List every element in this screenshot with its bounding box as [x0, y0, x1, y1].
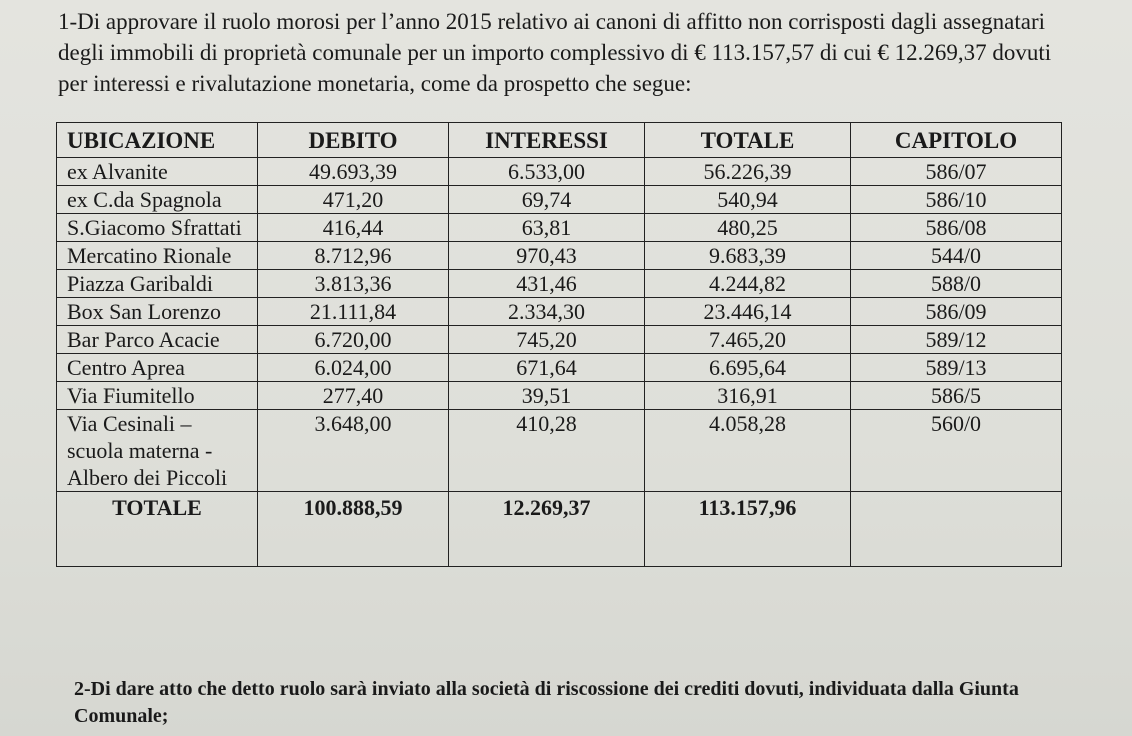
- cell-capitolo: 560/0: [851, 410, 1062, 492]
- cell-capitolo: 586/08: [851, 214, 1062, 242]
- table-row: [57, 158, 1062, 186]
- header-ubicazione: UBICAZIONE: [57, 123, 258, 158]
- cell-ubicazione: Box San Lorenzo: [57, 298, 258, 326]
- cell-debito: 3.813,36: [258, 270, 449, 298]
- header-debito: DEBITO: [258, 123, 449, 158]
- cell-debito: 471,20: [258, 186, 449, 214]
- cell-debito: 416,44: [258, 214, 449, 242]
- cell-capitolo: 589/13: [851, 354, 1062, 382]
- cell-totale: 23.446,14: [645, 298, 851, 326]
- prospetto-table: [56, 122, 1062, 567]
- cell-interessi: 63,81: [449, 214, 645, 242]
- cell-capitolo: 586/07: [851, 158, 1062, 186]
- cell-totale: 7.465,20: [645, 326, 851, 354]
- cell-interessi: 970,43: [449, 242, 645, 270]
- header-totale: TOTALE: [645, 123, 851, 158]
- cell-debito: 49.693,39: [258, 158, 449, 186]
- cell-capitolo: 589/12: [851, 326, 1062, 354]
- total-debito: 100.888,59: [258, 492, 449, 567]
- cell-totale: 540,94: [645, 186, 851, 214]
- table-row: [57, 214, 1062, 242]
- cell-debito: 8.712,96: [258, 242, 449, 270]
- cell-ubicazione: Bar Parco Acacie: [57, 326, 258, 354]
- cell-interessi: 745,20: [449, 326, 645, 354]
- table-row: [57, 354, 1062, 382]
- cell-debito: 6.024,00: [258, 354, 449, 382]
- table-row: [57, 270, 1062, 298]
- cell-ubicazione: ex C.da Spagnola: [57, 186, 258, 214]
- table-row: [57, 326, 1062, 354]
- cell-interessi: 410,28: [449, 410, 645, 492]
- table-total-row: [57, 492, 1062, 567]
- cell-interessi: 69,74: [449, 186, 645, 214]
- cell-debito: 3.648,00: [258, 410, 449, 492]
- table-row: [57, 382, 1062, 410]
- cell-capitolo: 586/10: [851, 186, 1062, 214]
- cell-totale: 4.058,28: [645, 410, 851, 492]
- header-capitolo: CAPITOLO: [851, 123, 1062, 158]
- cell-interessi: 671,64: [449, 354, 645, 382]
- table-row: [57, 298, 1062, 326]
- cell-ubicazione: Mercatino Rionale: [57, 242, 258, 270]
- cell-capitolo: 586/09: [851, 298, 1062, 326]
- cell-totale: 480,25: [645, 214, 851, 242]
- cell-ubicazione: Via Fiumitello: [57, 382, 258, 410]
- table-row: [57, 410, 1062, 492]
- cell-totale: 316,91: [645, 382, 851, 410]
- cell-totale: 9.683,39: [645, 242, 851, 270]
- outro-paragraph: 2-Di dare atto che detto ruolo sarà inviato alla società di riscossione dei crediti dovuti, individuata dalla Giunta Comunale;: [74, 678, 1019, 727]
- cell-capitolo: 586/5: [851, 382, 1062, 410]
- cell-totale: 4.244,82: [645, 270, 851, 298]
- cell-interessi: 431,46: [449, 270, 645, 298]
- cell-debito: 277,40: [258, 382, 449, 410]
- cell-capitolo: 588/0: [851, 270, 1062, 298]
- cell-totale: 6.695,64: [645, 354, 851, 382]
- cell-interessi: 6.533,00: [449, 158, 645, 186]
- table-row: [57, 186, 1062, 214]
- cell-debito: 21.111,84: [258, 298, 449, 326]
- cell-totale: 56.226,39: [645, 158, 851, 186]
- cell-capitolo: 544/0: [851, 242, 1062, 270]
- cell-interessi: 39,51: [449, 382, 645, 410]
- cell-ubicazione: ex Alvanite: [57, 158, 258, 186]
- total-interessi: 12.269,37: [449, 492, 645, 567]
- cell-debito: 6.720,00: [258, 326, 449, 354]
- table-header-row: [57, 123, 1062, 158]
- cell-ubicazione: Centro Aprea: [57, 354, 258, 382]
- total-capitolo: [851, 492, 1062, 567]
- cell-ubicazione: S.Giacomo Sfrattati: [57, 214, 258, 242]
- cell-ubicazione: Via Cesinali – scuola materna - Albero dei Piccoli: [57, 410, 258, 492]
- total-totale: 113.157,96: [645, 492, 851, 567]
- header-interessi: INTERESSI: [449, 123, 645, 158]
- table-row: [57, 242, 1062, 270]
- cell-interessi: 2.334,30: [449, 298, 645, 326]
- cell-ubicazione: Piazza Garibaldi: [57, 270, 258, 298]
- intro-paragraph: 1-Di approvare il ruolo morosi per l’anno 2015 relativo ai canoni di affitto non corrisposti dagli assegnatari degli immobili di proprietà comunale per un importo complessivo di € 113.157,57 di cui € 12.269,37 dovuti per interessi e rivalutazione monetaria, come da prospetto che segue:: [58, 9, 1052, 96]
- total-label: TOTALE: [57, 492, 258, 567]
